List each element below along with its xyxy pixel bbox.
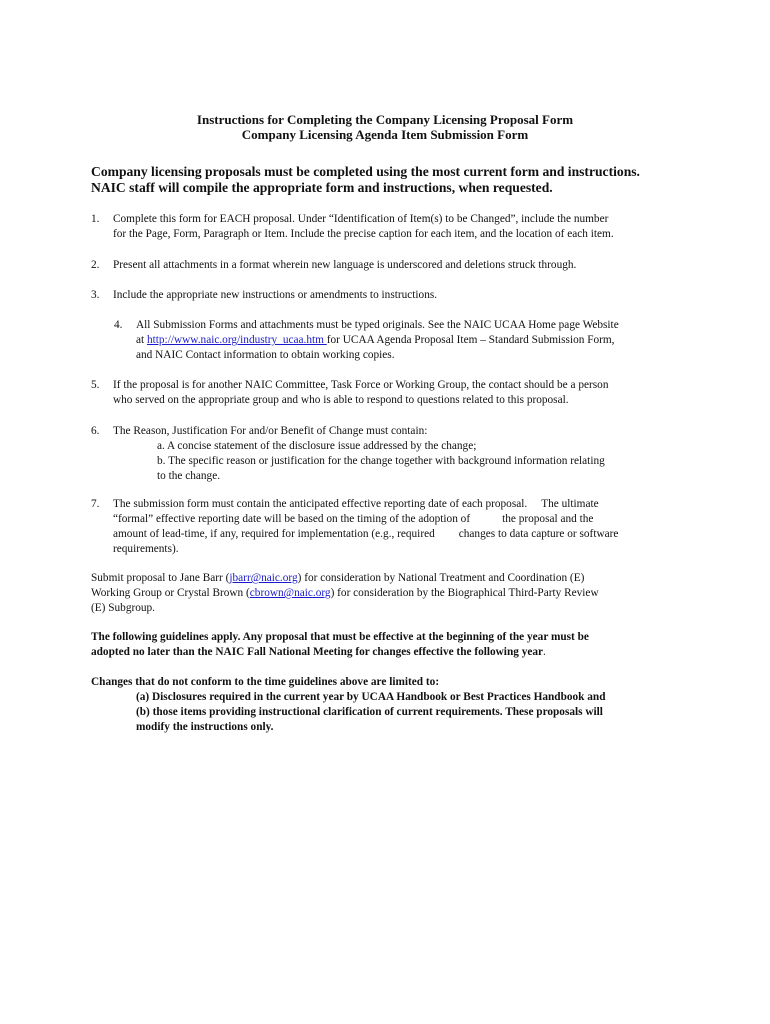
list-text-fragment: “formal” effective reporting date will be based on the timing of the adoption of xyxy=(113,513,471,525)
list-text: Complete this form for EACH proposal. Under “Identification of Item(s) to be Changed”, include the number xyxy=(113,213,609,225)
text-fragment: Submit proposal to Jane Barr ( xyxy=(91,572,230,584)
list-number: 7. xyxy=(91,498,100,510)
list-number: 3. xyxy=(91,289,100,301)
text-fragment: ) for consideration by National Treatment and Coordination (E) xyxy=(297,572,585,584)
paragraph-line xyxy=(91,571,691,586)
list-number: 4. xyxy=(114,319,123,331)
list-text-fragment: The ultimate xyxy=(541,498,599,510)
sub-item-a: a. A concise statement of the disclosure issue addressed by the change; xyxy=(157,440,477,452)
list-item-4 xyxy=(91,318,691,363)
document-title-block xyxy=(0,112,770,142)
list-item-3 xyxy=(91,288,691,303)
list-text xyxy=(113,527,691,542)
intro-line: NAIC staff will compile the appropriate form and instructions, when requested. xyxy=(91,180,553,195)
list-text: All Submission Forms and attachments must be typed originals. See the NAIC UCAA Home page Website xyxy=(136,319,619,331)
paragraph-line xyxy=(91,645,691,660)
list-item-7 xyxy=(91,497,691,557)
list-text-fragment: for UCAA Agenda Proposal Item – Standard Submission Form, xyxy=(326,334,615,346)
list-text: Present all attachments in a format wherein new language is underscored and deletions struck through. xyxy=(113,259,577,271)
guidelines-paragraph xyxy=(91,630,691,660)
paragraph-line xyxy=(91,586,691,601)
limits-paragraph xyxy=(91,675,691,735)
text-fragment: . xyxy=(543,646,546,658)
list-number: 6. xyxy=(91,425,100,437)
email-link-jbarr[interactable]: jbarr@naic.org xyxy=(229,572,298,584)
list-text-fragment: at xyxy=(136,334,147,346)
list-text-fragment: amount of lead-time, if any, required for implementation (e.g., required xyxy=(113,528,435,540)
sub-item-b: to the change. xyxy=(157,470,221,482)
list-text: Include the appropriate new instructions or amendments to instructions. xyxy=(113,289,438,301)
paragraph-line: (a) Disclosures required in the current year by UCAA Handbook or Best Practices Handbook and xyxy=(136,691,606,703)
list-item-2 xyxy=(91,258,691,273)
list-text: requirements). xyxy=(113,543,179,555)
sub-item-b: b. The specific reason or justification for the change together with background information relating xyxy=(157,455,605,467)
list-text-fragment: The submission form must contain the anticipated effective reporting date of each proposal. xyxy=(113,498,528,510)
list-item-5 xyxy=(91,378,691,408)
document-subtitle: Company Licensing Agenda Item Submission Form xyxy=(241,127,529,142)
paragraph-line: (b) those items providing instructional clarification of current requirements. These proposals will xyxy=(136,706,603,718)
list-text: who served on the appropriate group and who is able to respond to questions related to this proposal. xyxy=(113,394,569,406)
email-link-cbrown[interactable]: cbrown@naic.org xyxy=(249,587,331,599)
list-text: and NAIC Contact information to obtain working copies. xyxy=(136,349,395,361)
list-text xyxy=(113,512,691,527)
list-item-1 xyxy=(91,212,691,242)
text-fragment: ) for consideration by the Biographical Third-Party Review xyxy=(330,587,599,599)
list-item-6 xyxy=(91,424,691,484)
list-text-fragment: the proposal and the xyxy=(502,513,594,525)
intro-statement xyxy=(91,164,701,196)
paragraph-line: The following guidelines apply. Any proposal that must be effective at the beginning of the year must be xyxy=(91,631,589,643)
list-text: If the proposal is for another NAIC Committee, Task Force or Working Group, the contact should be a person xyxy=(113,379,609,391)
intro-line: Company licensing proposals must be completed using the most current form and instructions. xyxy=(91,164,640,179)
submit-paragraph xyxy=(91,571,691,616)
list-number: 1. xyxy=(91,213,100,225)
list-number: 5. xyxy=(91,379,100,391)
text-fragment: adopted no later than the NAIC Fall National Meeting for changes effective the following year xyxy=(91,646,544,658)
paragraph-line: Changes that do not conform to the time guidelines above are limited to: xyxy=(91,676,440,688)
list-text xyxy=(113,497,691,512)
paragraph-line: (E) Subgroup. xyxy=(91,602,156,614)
text-fragment: Working Group or Crystal Brown ( xyxy=(91,587,250,599)
list-text: for the Page, Form, Paragraph or Item. Include the precise caption for each item, and the location of each item. xyxy=(113,228,614,240)
list-text: The Reason, Justification For and/or Benefit of Change must contain: xyxy=(113,425,428,437)
paragraph-line: modify the instructions only. xyxy=(136,721,274,733)
naic-ucaa-link[interactable]: http://www.naic.org/industry_ucaa.htm xyxy=(146,334,327,346)
list-text xyxy=(136,333,691,348)
document-title: Instructions for Completing the Company Licensing Proposal Form xyxy=(196,112,574,127)
list-number: 2. xyxy=(91,259,100,271)
list-text-fragment: changes to data capture or software xyxy=(458,528,619,540)
